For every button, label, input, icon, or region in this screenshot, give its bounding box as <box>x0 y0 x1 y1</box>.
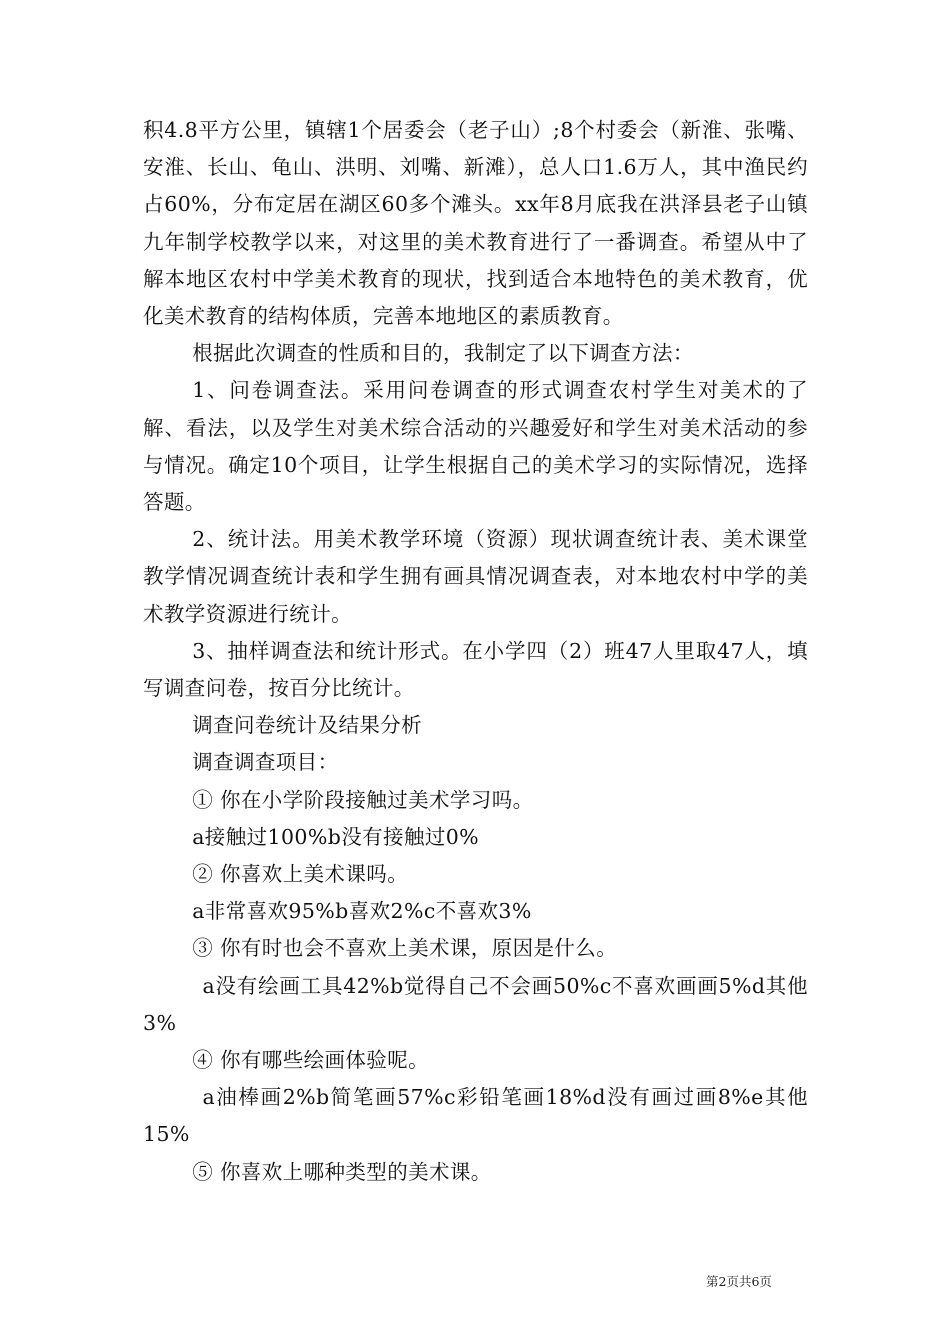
paragraph-method-sampling: 3、抽样调查法和统计形式。在小学四（2）班47人里取47人，填写调查问卷，按百分比统计。 <box>143 638 808 701</box>
section-heading-items: 调查调查项目： <box>192 750 339 775</box>
section-heading-analysis: 调查问卷统计及结果分析 <box>192 713 423 738</box>
survey-question-5: ⑤ 你喜欢上哪种类型的美术课。 <box>192 1159 492 1184</box>
paragraph-method-statistics: 2、统计法。用美术教学环境（资源）现状调查统计表、美术课堂教学情况调查统计表和学生拥有画具情况调查表，对本地农村中学的美术教学资源进行统计。 <box>143 527 808 626</box>
survey-answer-1: a接触过100%b没有接触过0% <box>192 824 480 849</box>
survey-answer-4: a油棒画2%b简笔画57%c彩铅笔画18%d没有画过画8%e其他15% <box>143 1085 808 1147</box>
paragraph-intro: 积4.8平方公里，镇辖1个居委会（老子山）;8个村委会（新淮、张嘴、安淮、长山、龟山、洪明、刘嘴、新滩），总人口1.6万人，其中渔民约占60%，分布定居在湖区60多个滩头。xx年8月底我在洪泽县老子山镇九年制学校教学以来，对这里的美术教育进行了一番调查。希望从中了解本地区农村中学美术教育的现状，找到适合本地特色的美术教育，优化美术教育的结构体质，完善本地地区的素质教育。 <box>143 118 808 329</box>
body-text <box>143 112 808 1191</box>
paragraph-methods-intro: 根据此次调查的性质和目的，我制定了以下调查方法： <box>192 341 694 366</box>
paragraph-method-questionnaire: 1、问卷调查法。采用问卷调查的形式调查农村学生对美术的了解、看法，以及学生对美术综合活动的兴趣爱好和学生对美术活动的参与情况。确定10个项目，让学生根据自己的美术学习的实际情况，选择答题。 <box>143 378 808 515</box>
survey-question-1: ① 你在小学阶段接触过美术学习吗。 <box>192 787 534 812</box>
survey-question-2: ② 你喜欢上美术课吗。 <box>192 862 409 887</box>
survey-answer-3: a没有绘画工具42%b觉得自己不会画50%c不喜欢画画5%d其他3% <box>143 973 808 1035</box>
survey-answer-2: a非常喜欢95%b喜欢2%c不喜欢3% <box>192 899 532 924</box>
survey-question-4: ④ 你有哪些绘画体验呢。 <box>192 1048 430 1073</box>
survey-question-3: ③ 你有时也会不喜欢上美术课，原因是什么。 <box>192 936 618 961</box>
page-number-footer: 第2页共6页 <box>706 1274 772 1289</box>
